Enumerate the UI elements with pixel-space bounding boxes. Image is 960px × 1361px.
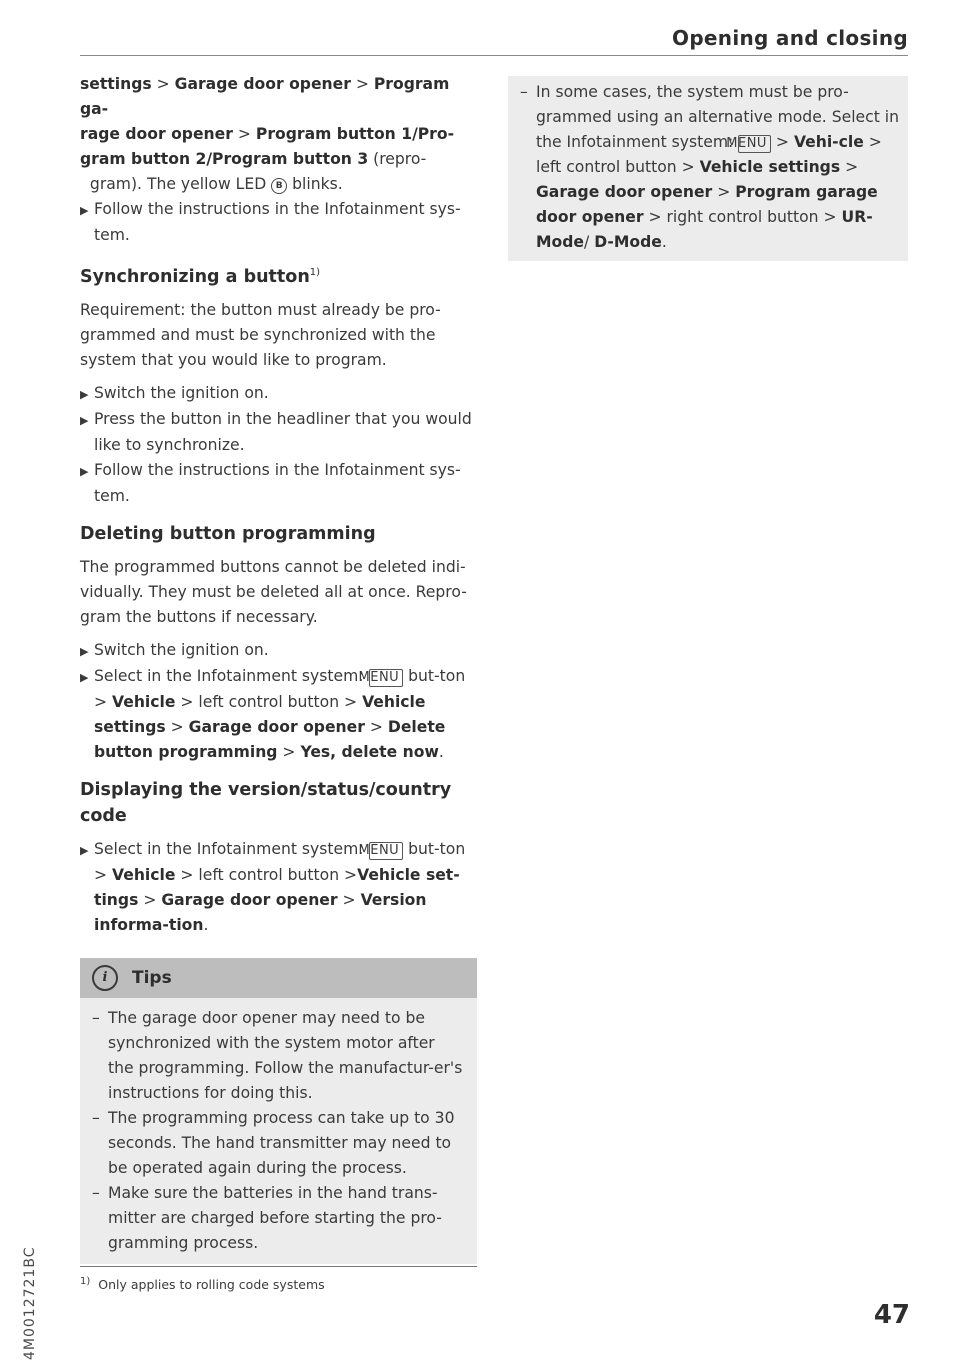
item-text: > right control button > xyxy=(643,208,842,226)
menu-path-item: UR-Mode xyxy=(536,208,873,251)
instruction-bullet xyxy=(80,381,480,407)
tips-title: Tips xyxy=(132,967,172,988)
dash-marker: – xyxy=(92,1183,100,1202)
dash-marker: – xyxy=(92,1008,100,1027)
menu-path-item: Vehicle xyxy=(112,692,176,711)
footnote-divider xyxy=(80,1266,477,1267)
footnote xyxy=(80,1276,325,1292)
tips-header xyxy=(80,958,477,998)
led-b-icon: B xyxy=(271,178,287,194)
menu-path-item: Garage door opener xyxy=(188,717,365,736)
bullet-text: > xyxy=(364,717,388,736)
footnote-number: 1) xyxy=(80,1276,91,1287)
instruction-bullet xyxy=(80,197,480,248)
bullet-text: > xyxy=(277,742,301,761)
menu-path-item: gram button 2 xyxy=(80,150,207,168)
instruction-bullet xyxy=(80,638,480,664)
left-column xyxy=(80,72,480,1264)
tips-body xyxy=(80,998,477,1264)
requirement-paragraph: Requirement: the button must already be pro-grammed and must be synchronized with the system that you would like to program. xyxy=(80,300,441,369)
right-info-box xyxy=(508,76,908,261)
arrow-bullet-icon: ▶ xyxy=(80,464,89,478)
bullet-text: Follow the instructions in the Infotainment sys-tem. xyxy=(94,200,461,244)
footnote-ref: 1) xyxy=(309,267,321,278)
bullet-text: Switch the ignition on. xyxy=(94,640,269,659)
bullet-text: > xyxy=(165,717,189,736)
menu-path-item: Delete button programming xyxy=(94,717,446,761)
bullet-text: . xyxy=(438,742,444,761)
menu-path-item: settings xyxy=(80,75,152,93)
menu-path-item: rage door opener xyxy=(80,125,233,143)
document-code-text: 4M0012721BC xyxy=(22,1246,38,1360)
arrow-bullet-icon: ▶ xyxy=(80,413,89,427)
menu-path-item: Vehi-cle xyxy=(793,133,864,151)
instruction-bullet xyxy=(80,458,480,509)
bullet-text: Press the button in the headliner that you would like to synchronize. xyxy=(94,409,472,454)
dash-marker: – xyxy=(520,83,528,101)
bullet-text: > left control button > xyxy=(175,692,363,711)
arrow-bullet-icon: ▶ xyxy=(80,644,89,658)
dash-marker: – xyxy=(92,1108,100,1127)
bullet-text: Select in the Infotainment system: xyxy=(94,666,369,685)
menu-path-item: Garage door opener xyxy=(161,890,338,909)
item-text: > xyxy=(840,158,859,176)
tip-text: Make sure the batteries in the hand trans-mitter are charged before starting the pro-gramming process. xyxy=(108,1183,442,1252)
continued-paragraph: settings > Garage door opener > Program ga- rage door opener > Program button 1/Pro- gram button 2/Program button 3 (repro- gram). The yellow LED B blinks. xyxy=(80,75,455,193)
bullet-text: > left control button > xyxy=(175,865,358,884)
page-number: 47 xyxy=(873,1300,910,1330)
bullet-text: > xyxy=(138,890,162,909)
item-text: In some cases, the system must be pro-grammed using an alternative mode. Select in the Infotainment system: xyxy=(536,83,899,151)
heading-version: Displaying the version/status/country code xyxy=(80,779,452,826)
heading-synchronizing xyxy=(80,260,480,290)
item-text: > xyxy=(770,133,794,151)
bullet-text: but-ton > xyxy=(94,839,466,884)
deleting-paragraph: The programmed buttons cannot be deleted indi-vidually. They must be deleted all at once. Repro-gram the buttons if necessary. xyxy=(80,557,467,626)
instruction-bullet xyxy=(80,837,480,938)
menu-path-item: Program garage door opener xyxy=(536,183,878,226)
menu-path-item: Garage door opener xyxy=(174,75,351,93)
menu-key: MENU xyxy=(369,669,404,687)
menu-key: MENU xyxy=(369,842,404,860)
arrow-bullet-icon: ▶ xyxy=(80,204,89,217)
menu-key: MENU xyxy=(738,135,771,153)
tip-item xyxy=(92,1181,465,1256)
header-divider xyxy=(80,55,908,56)
menu-path-item: Vehicle settings xyxy=(699,158,841,176)
menu-path-item: Program ga- xyxy=(80,75,450,118)
instruction-bullet xyxy=(80,407,480,458)
menu-path-item: D-Mode xyxy=(594,233,662,251)
bullet-text: Select in the Infotainment system: xyxy=(94,839,369,858)
tip-text: The garage door opener may need to be synchronized with the system motor after the programming. Follow the manufactur-er's instructions for doing this. xyxy=(108,1008,463,1102)
menu-path-item: /Pro- xyxy=(412,125,455,143)
menu-path-item: Vehicle set-tings xyxy=(94,865,460,909)
bullet-text: . xyxy=(203,915,209,934)
tip-item xyxy=(92,1106,465,1181)
bullet-text: Switch the ignition on. xyxy=(94,383,269,402)
arrow-bullet-icon: ▶ xyxy=(80,387,89,401)
menu-path-item: Garage door opener xyxy=(536,183,713,201)
menu-path-item: Program button 1 xyxy=(255,125,413,143)
tips-box xyxy=(80,958,477,1264)
bullet-text: Follow the instructions in the Infotainment sys-tem. xyxy=(94,460,461,505)
item-text: > left control button > xyxy=(536,133,882,176)
bullet-text: but-ton > xyxy=(94,666,466,711)
tip-text: The programming process can take up to 30 seconds. The hand transmitter may need to be operated again during the process. xyxy=(108,1108,455,1177)
section-title: Opening and closing xyxy=(672,26,908,50)
alternative-mode-item xyxy=(520,80,900,255)
arrow-bullet-icon: ▶ xyxy=(80,843,89,857)
menu-path-item: /Program button 3 xyxy=(206,150,369,168)
document-code xyxy=(12,1240,38,1360)
inline-text: gram). The yellow LED xyxy=(89,175,272,193)
menu-path-item: Vehicle xyxy=(112,865,176,884)
right-column xyxy=(508,76,908,261)
footnote-text: Only applies to rolling code systems xyxy=(98,1277,325,1293)
tip-item xyxy=(92,1006,465,1106)
inline-text: (repro- xyxy=(368,150,427,168)
inline-text: blinks. xyxy=(287,175,343,193)
heading-text: Synchronizing a button xyxy=(80,266,310,287)
item-text: / xyxy=(583,233,595,251)
heading-deleting: Deleting button programming xyxy=(80,523,376,544)
info-icon: i xyxy=(92,965,118,991)
arrow-bullet-icon: ▶ xyxy=(80,670,89,684)
menu-path-item: Version informa-tion xyxy=(94,890,427,934)
menu-path-item: Vehicle settings xyxy=(94,692,426,736)
bullet-text: > xyxy=(337,890,361,909)
menu-path-item: Yes, delete now xyxy=(300,742,439,761)
item-text: . xyxy=(661,233,667,251)
instruction-bullet xyxy=(80,664,480,765)
item-text: > xyxy=(712,183,736,201)
